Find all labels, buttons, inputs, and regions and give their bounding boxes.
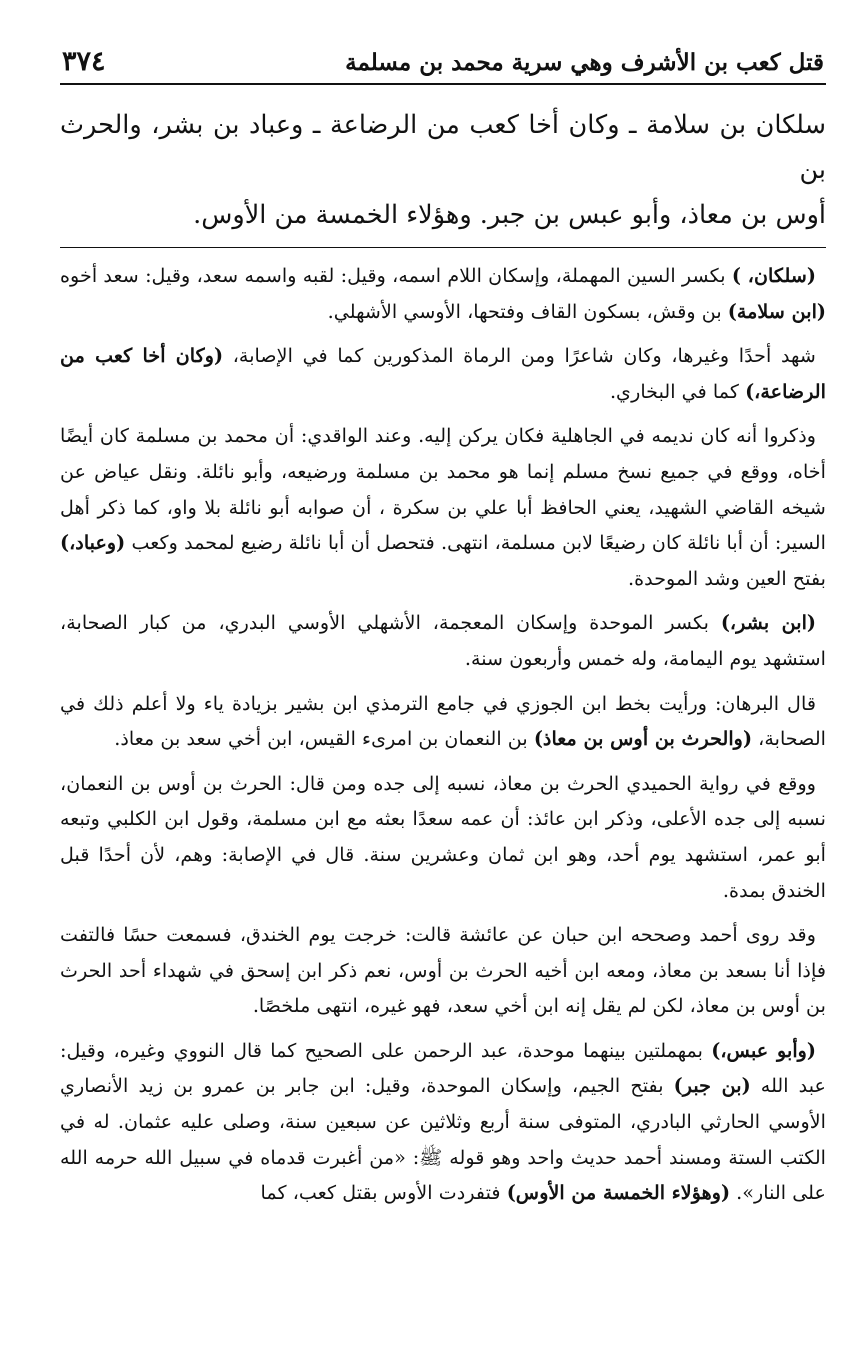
commentary-paragraph — [60, 258, 826, 329]
commentary-text: بكسر الموحدة وإسكان المعجمة، الأشهلي الأوسي البدري، من كبار الصحابة، استشهد يوم اليمامة، وله خمس وأربعون سنة. — [60, 611, 826, 670]
commentary-text: فتفردت الأوس بقتل كعب، كما — [260, 1181, 507, 1205]
commentary-paragraph — [60, 766, 826, 908]
commentary-paragraph — [60, 418, 826, 596]
commentary-text: بن وقش، بسكون القاف وفتحها، الأوسي الأشهلي. — [327, 299, 728, 323]
commentary-text: وذكروا أنه كان نديمه في الجاهلية فكان يركن إليه. وعند الواقدي: أن محمد بن مسلمة كان أيضًا أخاه، ووقع في جميع نسخ مسلم إنما هو محمد بن مسلمة ورضيعه، وأبو نائلة. ونقل عياض عن شيخه القاضي الشهيد، يعني الحافظ أبا علي بن سكرة ، أن صوابه أبو نائلة بلا واو، كما ذكر أهل السير: أن أبا نائلة كان رضيعًا لابن مسلمة، انتهى. فتحصل أن أبا نائلة رضيع لمحمد وكعب — [60, 424, 826, 555]
commentary-paragraph — [60, 338, 826, 409]
commentary-text: ووقع في رواية الحميدي الحرث بن معاذ، نسبه إلى جده ومن قال: الحرث بن أوس بن النعمان، نسبه إلى جده الأعلى، وذكر ابن عائذ: أن عمه سعدًا بعثه مع ابن مسلمة، وقول ابن الكلبي وتبعه أبو عمر، استشهد يوم أحد، وهو ابن ثمان وعشرين سنة. قال في الإصابة: وهم، لأن أحدًا قبل الخندق بمدة. — [60, 771, 826, 902]
text-commentary-divider — [60, 247, 826, 248]
commentary — [60, 258, 826, 1211]
lemma: (بن جبر) — [673, 1074, 751, 1098]
page-number: ٣٧٤ — [62, 46, 106, 77]
lemma: (والحرث بن أوس بن معاذ) — [533, 727, 753, 751]
commentary-text: قال البرهان: ورأيت بخط ابن الجوزي في جامع الترمذي ابن بشير بزيادة ياء ولا أعلم ذلك في الصحابة، — [60, 691, 826, 751]
lemma: (ابن سلامة) — [727, 299, 826, 323]
lemma: (وهؤلاء الخمسة من الأوس) — [506, 1181, 731, 1205]
commentary-text: كما في البخاري. — [609, 379, 746, 403]
commentary-paragraph — [60, 917, 826, 1024]
main-text — [60, 103, 826, 238]
commentary-paragraph — [60, 605, 826, 676]
lemma: (وعباد،) — [60, 531, 126, 555]
commentary-text: بن النعمان بن امرىء القيس، ابن أخي سعد بن معاذ. — [114, 727, 534, 751]
page-header — [60, 46, 826, 85]
commentary-paragraph — [60, 1033, 826, 1211]
commentary-text: بمهملتين بينهما موحدة، عبد الرحمن على الصحيح كما قال النووي وغيره، وقيل: عبد الله — [60, 1038, 826, 1098]
commentary-paragraph — [60, 686, 826, 757]
commentary-text: شهد أحدًا وغيرها، وكان شاعرًا ومن الرماة المذكورين كما في الإصابة، — [223, 344, 816, 368]
commentary-text: بفتح الجيم، وإسكان الموحدة، وقيل: ابن جابر بن عمرو بن زيد الأنصاري الأوسي الحارثي البادري، المتوفى سنة أربع وثلاثين عن سبعين سنة، وصلى عليه عثمان. له في الكتب الستة ومسند أحمد حديث واحد وهو قوله ﷺ: «من أغبرت قدماه في سبيل الله حرمه الله على النار». — [60, 1074, 826, 1205]
lemma: (ابن بشر،) — [720, 611, 816, 635]
main-text-line: سلكان بن سلامة ـ وكان أخا كعب من الرضاعة ـ وعباد بن بشر، والحرث بن — [60, 110, 826, 185]
commentary-text: وقد روى أحمد وصححه ابن حبان عن عائشة قالت: خرجت يوم الخندق، فسمعت حسًا فالتفت فإذا أنا بسعد بن معاذ، ومعه ابن أخيه الحرث بن أوس، نعم ذكر ابن إسحق في شهداء أحد الحرث بن أوس بن معاذ، لكن لم يقل إنه ابن أخي سعد، فهو غيره، انتهى ملخصًا. — [60, 923, 826, 1018]
main-text-line: أوس بن معاذ، وأبو عبس بن جبر. وهؤلاء الخمسة من الأوس. — [193, 200, 826, 230]
lemma: (سلكان، ) — [731, 264, 816, 287]
lemma: (وكان أخا كعب من الرضاعة،) — [60, 344, 826, 403]
running-title: قتل كعب بن الأشرف وهي سرية محمد بن مسلمة — [345, 49, 824, 76]
commentary-text: بفتح العين وشد الموحدة. — [627, 566, 826, 590]
lemma: (وأبو عبس،) — [711, 1038, 816, 1062]
commentary-text: بكسر السين المهملة، وإسكان اللام اسمه، وقيل: لقبه واسمه سعد، وقيل: سعد أخوه — [60, 264, 732, 287]
